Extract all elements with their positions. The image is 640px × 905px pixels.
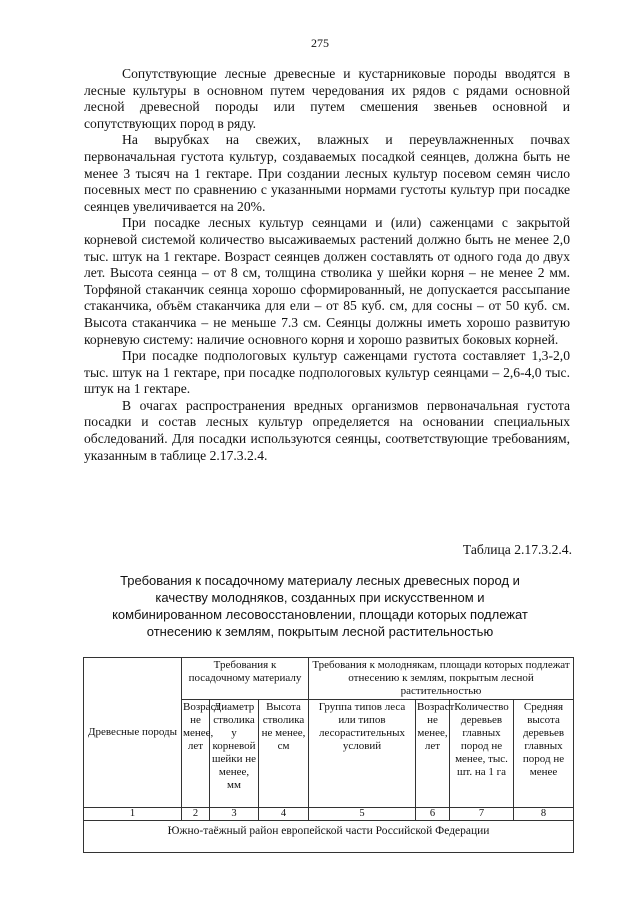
column-number: 7 bbox=[450, 808, 514, 821]
header-forest-type: Группа типов леса или типов лесорастительных условий bbox=[309, 700, 416, 808]
region-row bbox=[84, 821, 574, 853]
table-label: Таблица 2.17.3.2.4. bbox=[462, 542, 572, 557]
header-age: Возраст не менее, лет bbox=[182, 700, 210, 808]
header-species: Древесные породы bbox=[84, 658, 182, 808]
paragraph: В очагах распространения вредных организмов первоначальная густота посадки и состав лесных культур определяется на основании специальных обследований. Для посадки используются сеянцы, соответствующие требованиям, указанным в таблице 2.17.3.2.4. bbox=[84, 397, 570, 463]
page-number: 275 bbox=[311, 36, 329, 50]
header-young-age: Возраст не менее, лет bbox=[416, 700, 450, 808]
column-number: 3 bbox=[210, 808, 259, 821]
column-number: 8 bbox=[514, 808, 574, 821]
header-group-planting-material: Требования к посадочному материалу bbox=[182, 658, 309, 700]
paragraph: При посадке подпологовых культур саженцами густота составляет 1,3-2,0 тыс. штук на 1 гектаре, при посадке подпологовых культур сеянцами – 2,6-4,0 тыс. штук на 1 гектаре. bbox=[84, 348, 570, 397]
header-average-height: Средняя высота деревьев главных пород не менее bbox=[514, 700, 574, 808]
column-number: 5 bbox=[309, 808, 416, 821]
column-number: 2 bbox=[182, 808, 210, 821]
column-number: 1 bbox=[84, 808, 182, 821]
header-height: Высота стволика не менее, см bbox=[259, 700, 309, 808]
header-tree-count: Количество деревьев главных пород не менее, тыс. шт. на 1 га bbox=[450, 700, 514, 808]
requirements-table bbox=[83, 657, 574, 853]
paragraph: На вырубках на свежих, влажных и переувлажненных почвах первоначальная густота культур, создаваемых посадкой сеянцев, должна быть не менее 3 тысяч на 1 гектаре. При создании лесных культур посевом семян число посевных мест по сравнению с указанными нормами густоты культур при посадке сеянцев увеличивается на 20%. bbox=[84, 132, 570, 214]
paragraph: Сопутствующие лесные древесные и кустарниковые породы вводятся в лесные культуры в основном путем чередования их рядов с рядами основной лесной древесной породы или путем смешения звеньев основной и сопутствующих пород в ряду. bbox=[84, 66, 570, 131]
body-text bbox=[84, 66, 570, 464]
column-number: 6 bbox=[416, 808, 450, 821]
header-diameter: Диаметр стволика у корневой шейки не менее, мм bbox=[210, 700, 259, 808]
table-caption: Требования к посадочному материалу лесных древесных пород и качеству молодняков, созданных при искусственном и комбинированном лесовосстановлении, площади которых подлежат отнесению к землям, покрытым лесной растительностью bbox=[112, 573, 528, 639]
region-heading: Южно-таёжный район европейской части Российской Федерации bbox=[84, 821, 574, 853]
header-group-young-stands: Требования к молоднякам, площади которых подлежат отнесению к землям, покрытым лесной растительностью bbox=[309, 658, 574, 700]
paragraph: При посадке лесных культур сеянцами и (или) саженцами с закрытой корневой системой количество высаживаемых растений должно быть не менее 2,0 тыс. штук на 1 гектаре. Возраст сеянцев должен составлять от одного года до двух лет. Высота сеянца – от 8 см, толщина стволика у шейки корня – не менее 2 мм. Торфяной стаканчик сеянца хорошо сформированный, не допускается рассыпание стаканчика, объём стаканчика для ели – от 85 куб. см, для сосны – от 50 куб. см. Высота стаканчика – не меньше 7.3 см. Сеянцы должны иметь хорошо развитую корневую систему: наличие основного корня и хорошо развитых боковых корней. bbox=[84, 215, 570, 347]
column-number: 4 bbox=[259, 808, 309, 821]
column-number-row bbox=[84, 808, 574, 821]
